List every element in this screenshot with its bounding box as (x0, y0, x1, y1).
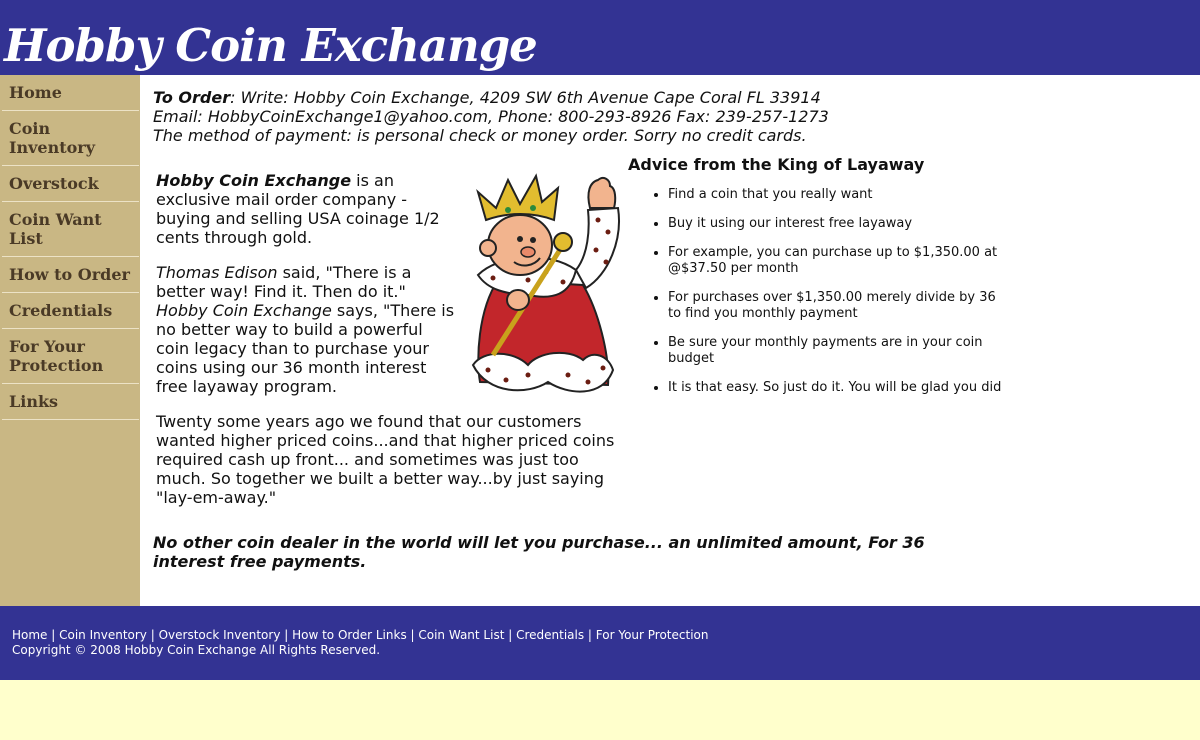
site-header (0, 0, 1200, 75)
list-item: • For purchases over $1,350.00 merely divide by 36 to find you monthly payment (668, 290, 1008, 322)
footer-separator: | (47, 628, 60, 642)
footer-link-home[interactable]: Home (12, 628, 48, 642)
says-quote: says, "There is no better way to build a powerful coin legacy than to purchase your coins using our 36 month interest free layaway program. (156, 301, 455, 396)
list-item: • Be sure your monthly payments are in your coin budget (668, 335, 1008, 367)
footer-link-coin-inventory[interactable]: Coin Inventory (59, 628, 147, 642)
edison-quote: said, "There is a better way! Find it. Then do it." (156, 263, 412, 301)
sidebar-item-credentials[interactable]: Credentials (2, 293, 139, 329)
quote-paragraph (156, 263, 456, 396)
history-paragraph: Twenty some years ago we found that our customers wanted higher priced coins...and that higher priced coins required cash up front... and sometimes was just too much. So together we built a better way...by just saying "lay-em-away." (156, 412, 615, 507)
footer-link-credentials[interactable]: Credentials (516, 628, 585, 642)
site-title: Hobby Coin Exchange (4, 19, 537, 72)
site-footer (0, 606, 1200, 680)
edison-name: Thomas Edison (156, 263, 278, 282)
footer-copyright: Copyright © 2008 Hobby Coin Exchange All Rights Reserved. (12, 643, 381, 657)
order-payment: The method of payment: is personal check or money order. Sorry no credit cards. (153, 126, 807, 145)
tagline: No other coin dealer in the world will let you purchase... an unlimited amount, For 36 interest free payments. (153, 533, 925, 571)
company-name: Hobby Coin Exchange (156, 171, 352, 190)
sidebar-item-coin-inventory[interactable]: Coin Inventory (2, 111, 139, 166)
intro-text (156, 171, 456, 412)
list-item: • Buy it using our interest free layaway (668, 216, 1008, 232)
footer-link-coin-want-list[interactable]: Coin Want List (418, 628, 505, 642)
list-item: • It is that easy. So just do it. You will be glad you did (668, 380, 1008, 396)
footer-separator: | (280, 628, 293, 642)
footer-links (12, 628, 708, 643)
footer-link-overstock-inventory[interactable]: Overstock Inventory (158, 628, 281, 642)
king-of-layaway-image (458, 170, 628, 395)
footer-separator: | (406, 628, 419, 642)
main-content (140, 75, 1200, 606)
footer-separator: | (584, 628, 596, 642)
order-contact: Email: HobbyCoinExchange1@yahoo.com, Phone: 800-293-8926 Fax: 239-257-1273 (153, 107, 829, 126)
sidebar-item-overstock[interactable]: Overstock (2, 166, 139, 202)
footer-link-how-to-order[interactable]: How to Order Links (292, 628, 407, 642)
advice-list (628, 187, 1008, 409)
says-name: Hobby Coin Exchange (156, 301, 332, 320)
sidebar-item-home[interactable]: Home (2, 75, 139, 111)
sidebar-item-links[interactable]: Links (2, 384, 139, 420)
order-label: To Order (153, 88, 231, 107)
footer-separator: | (146, 628, 159, 642)
footer-link-for-your-protection[interactable]: For Your Protection (595, 628, 709, 642)
company-description: is an exclusive mail order company - buying and selling USA coinage 1/2 cents through gold. (156, 171, 440, 247)
footer-separator: | (504, 628, 517, 642)
sidebar-item-how-to-order[interactable]: How to Order (2, 257, 139, 293)
sidebar-item-coin-want-list[interactable]: Coin Want List (2, 202, 139, 257)
sidebar-nav (0, 75, 140, 606)
list-item: • Find a coin that you really want (668, 187, 1008, 203)
order-info (153, 88, 913, 145)
advice-title: Advice from the King of Layaway (628, 155, 925, 174)
order-address: : Write: Hobby Coin Exchange, 4209 SW 6th Avenue Cape Coral FL 33914 (230, 88, 821, 107)
sidebar-item-for-your-protection[interactable]: For Your Protection (2, 329, 139, 384)
intro-paragraph (156, 171, 456, 247)
list-item: • For example, you can purchase up to $1,350.00 at @$37.50 per month (668, 245, 1008, 277)
